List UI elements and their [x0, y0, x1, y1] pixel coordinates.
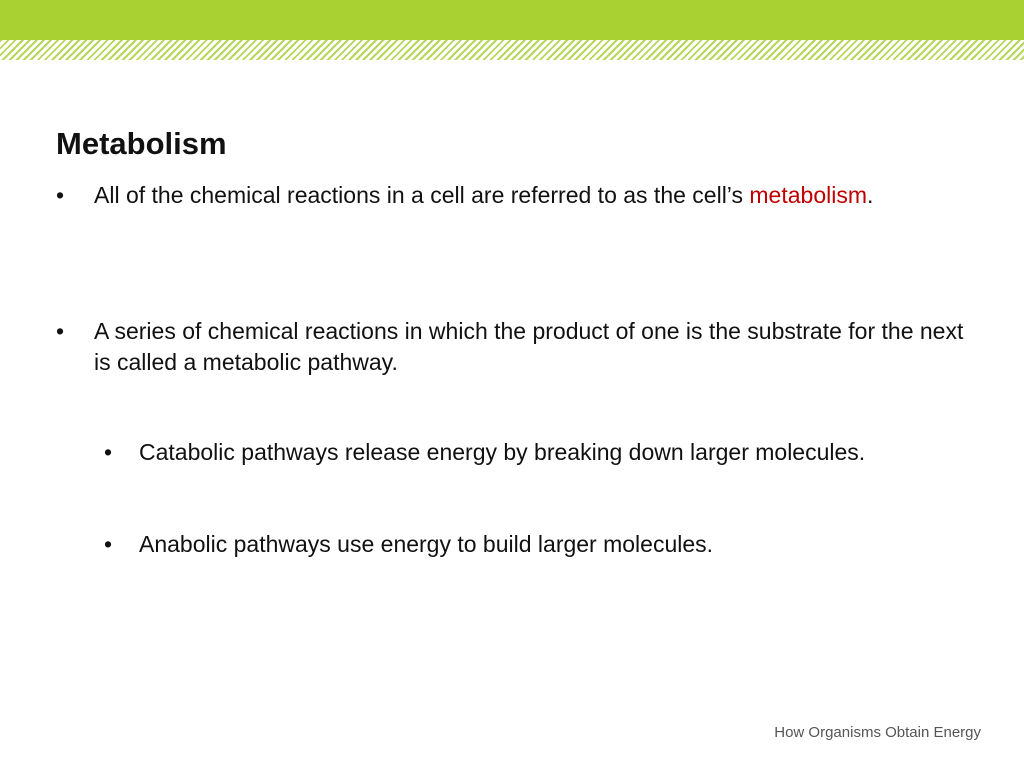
- bullet-text: [94, 180, 986, 211]
- header-band: [0, 0, 1024, 40]
- bullet-metabolism-definition: [56, 180, 986, 211]
- bullet-marker: •: [104, 531, 113, 557]
- header-stripes: [0, 40, 1024, 60]
- bullet-marker: •: [104, 439, 113, 465]
- bullet-marker: •: [56, 182, 65, 208]
- bullet-text: A series of chemical reactions in which the product of one is the substrate for the next is called a metabolic pathway.: [94, 318, 964, 375]
- bullet-text: Anabolic pathways use energy to build larger molecules.: [139, 531, 714, 557]
- sub-bullet-catabolic: [104, 437, 984, 468]
- bullet-text-part: All of the chemical reactions in a cell are referred to as the cell’s: [94, 182, 750, 208]
- slide-footer: How Organisms Obtain Energy: [774, 724, 981, 741]
- bullet-marker: •: [56, 318, 65, 344]
- sub-bullet-anabolic: [104, 529, 984, 560]
- bullet-text-end: .: [867, 182, 874, 208]
- highlighted-term: metabolism: [749, 182, 867, 208]
- bullet-metabolic-pathway: [56, 316, 986, 378]
- slide-title: Metabolism: [56, 126, 227, 161]
- bullet-text: Catabolic pathways release energy by breaking down larger molecules.: [139, 439, 866, 465]
